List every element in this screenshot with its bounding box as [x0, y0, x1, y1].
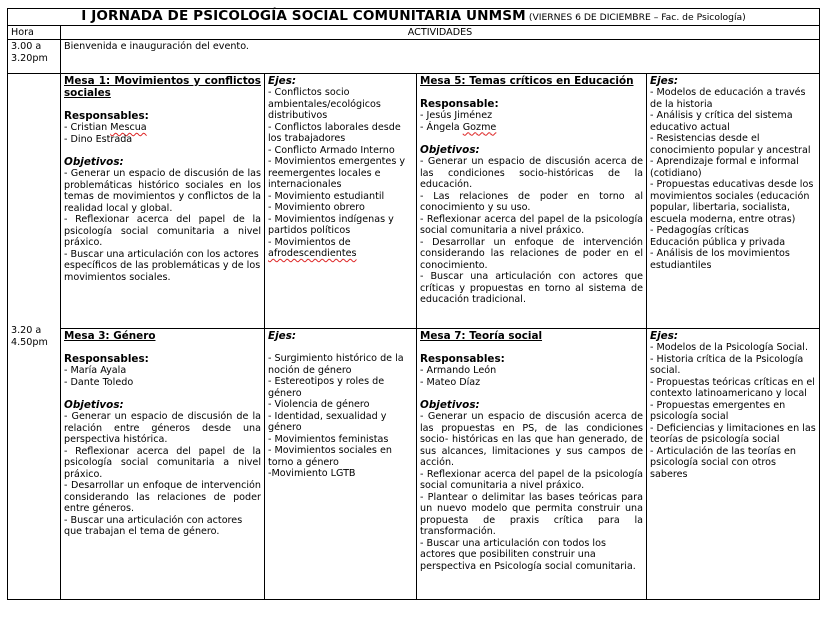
- actividades-header: ACTIVIDADES: [61, 25, 820, 40]
- time-end: 3.20pm: [11, 52, 48, 64]
- schedule-table: [7, 8, 820, 600]
- ejes3-item: - Violencia de género: [268, 399, 370, 410]
- ejes5-label: Ejes:: [650, 75, 679, 87]
- ejes5-item: - Propuestas educativas desde los movimientos sociales (educación popular, libertaria, socialista, escuela moderna, entre otras): [650, 179, 814, 225]
- ejes5-item: - Modelos de educación a través de la historia: [650, 87, 806, 110]
- row-welcome: [8, 40, 820, 74]
- mesa5-objetivo: - Desarrollar un enfoque de intervención considerando las relaciones de poder en el conocimiento.: [420, 236, 643, 271]
- time-cell-1: [8, 40, 61, 74]
- ejes7-cell: [647, 329, 820, 600]
- ejes7-item: - Propuestas teóricas críticas en el contexto latinoamericano y local: [650, 376, 815, 399]
- mesa3-responsable: - María Ayala: [64, 365, 127, 376]
- title-cell: [8, 9, 820, 26]
- row-mesas-a: [8, 74, 820, 329]
- mesa1-responsable: - Cristian Mescua: [64, 122, 147, 133]
- ejes1-item: - Conflictos laborales desde los trabajadores: [268, 121, 401, 144]
- ejes1-item: - Movimientos de afrodescendientes: [268, 236, 357, 259]
- ejes1-item: - Conflictos socio ambientales/ecológicos distributivos: [268, 87, 381, 121]
- hora-header: Hora: [8, 25, 61, 40]
- mesa1-title: Mesa 1: Movimientos y conflictos sociales: [64, 75, 261, 99]
- ejes5-item: - Análisis de los movimientos estudiantiles: [650, 248, 790, 271]
- mesa5-obj-label: Objetivos:: [420, 144, 480, 156]
- mesa1-responsable: - Dino Estrada: [64, 133, 133, 145]
- mesa1-objetivo: - Reflexionar acerca del papel de la psicología social comunitaria a nivel práxico.: [64, 214, 261, 248]
- mesa7-objetivo: - Reflexionar acerca del papel de la psicología social comunitaria a nivel práxico.: [420, 468, 643, 491]
- mesa7-resp-label: Responsables:: [420, 353, 505, 365]
- ejes1-item: - Conflicto Armado Interno: [268, 144, 395, 156]
- ejes7-item: - Articulación de las teorías en psicología social con otros saberes: [650, 445, 796, 480]
- schedule-document: [7, 8, 819, 600]
- mesa3-resp-label: Responsables:: [64, 353, 149, 365]
- ejes1-item: - Movimientos indígenas y partidos políticos: [268, 213, 394, 236]
- mesa5-responsable: - Ángela Gozme: [420, 121, 497, 133]
- mesa5-objetivo: - Reflexionar acerca del papel de la psicología social comunitaria a nivel práxico.: [420, 213, 643, 236]
- ejes3-item: - Surgimiento histórico de la noción de género: [268, 353, 404, 376]
- mesa1-obj-label: Objetivos:: [64, 156, 124, 168]
- mesa7-title: Mesa 7: Teoría social: [420, 330, 543, 342]
- mesa3-responsable: - Dante Toledo: [64, 376, 134, 388]
- mesa3-objetivo: - Reflexionar acerca del papel de la psicología social comunitaria a nivel práxico.: [64, 445, 261, 480]
- ejes3-item: - Movimientos sociales en torno a género: [268, 445, 392, 468]
- ejes1-item: - Movimiento estudiantil: [268, 190, 385, 202]
- ejes3-item: - Identidad, sexualidad y género: [268, 410, 387, 433]
- mesa7-obj-label: Objetivos:: [420, 399, 480, 411]
- mesa3-objetivo: - Generar un espacio de discusión de la relación entre géneros desde una perspectiva histórica.: [64, 411, 261, 445]
- event-subtitle: (VIERNES 6 DE DICIEMBRE – Fac. de Psicología): [528, 12, 746, 23]
- ejes7-item: - Modelos de la Psicología Social.: [650, 342, 809, 353]
- ejes5-item: - Resistencias desde el conocimiento popular y ancestral: [650, 133, 811, 156]
- mesa3-cell: [61, 329, 265, 600]
- mesa1-objetivo: - Buscar una articulación con los actores específicos de las problemáticas y de los movimientos sociales.: [64, 248, 261, 283]
- mesa7-responsable: - Armando León: [420, 365, 497, 376]
- mesa7-cell: [417, 329, 647, 600]
- ejes5-item: - Aprendizaje formal e informal (cotidiano): [650, 156, 799, 179]
- mesa3-objetivo: - Buscar una articulación con actores que trabajan el tema de género.: [64, 514, 243, 537]
- ejes5-item: - Pedagogías críticas: [650, 225, 749, 236]
- mesa3-obj-label: Objetivos:: [64, 399, 124, 411]
- title-row: [8, 9, 820, 26]
- mesa7-objetivo: - Generar un espacio de discusión acerca de las propuestas en PS, de las condiciones socio- históricas en las que han generado, de sus alcances, limitaciones y sus campos de acción.: [420, 411, 643, 468]
- ejes3-item: -Movimiento LGTB: [268, 468, 356, 479]
- mesa1-objetivo: - Generar un espacio de discusión de las problemáticas histórico sociales en los temas de movimientos y conflictos de la realidad local y global.: [64, 168, 261, 214]
- mesa3-title: Mesa 3: Género: [64, 330, 156, 342]
- ejes3-item: - Estereotipos y roles de género: [268, 376, 385, 399]
- mesa7-objetivo: - Plantear o delimitar las bases teóricas para un nuevo modelo que permita construir una propuesta de praxis crítica para la transformación.: [420, 491, 643, 537]
- ejes7-item: - Propuestas emergentes en psicología social: [650, 399, 786, 422]
- mesa5-responsable: - Jesús Jiménez: [420, 110, 493, 121]
- header-row: [8, 25, 820, 40]
- welcome-activity: Bienvenida e inauguración del evento.: [61, 40, 820, 74]
- mesa3-objetivo: - Desarrollar un enfoque de intervención considerando las relaciones de poder entre géneros.: [64, 480, 261, 514]
- mesa5-objetivo: - Generar un espacio de discusión acerca de las condiciones socio-históricas de la educación.: [420, 156, 643, 190]
- ejes5-cell: [647, 74, 820, 329]
- mesa1-cell: [61, 74, 265, 329]
- mesa5-objetivo: - Las relaciones de poder en torno al conocimiento y su uso.: [420, 190, 643, 213]
- ejes3-label: Ejes:: [268, 330, 297, 342]
- ejes5-item: Educación pública y privada: [650, 236, 786, 248]
- time-start: 3.20 a: [11, 325, 42, 336]
- mesa5-cell: [417, 74, 647, 329]
- row-mesas-b: [8, 329, 820, 600]
- ejes1-cell: [265, 74, 417, 329]
- ejes7-label: Ejes:: [650, 330, 679, 342]
- ejes3-cell: [265, 329, 417, 600]
- ejes1-item: - Movimiento obrero: [268, 202, 365, 213]
- mesa5-resp-label: Responsable:: [420, 98, 499, 110]
- mesa5-title: Mesa 5: Temas críticos en Educación: [420, 75, 634, 87]
- ejes7-item: - Deficiencias y limitaciones en las teorías de psicología social: [650, 422, 816, 445]
- mesa7-objetivo: - Buscar una articulación con todos los actores que posibiliten construir una perspectiva en Psicología social comunitaria.: [420, 537, 636, 572]
- ejes3-item: - Movimientos feministas: [268, 433, 389, 445]
- time-end: 4.50pm: [11, 336, 48, 348]
- time-cell-2: [8, 74, 61, 600]
- time-start: 3.00 a: [11, 41, 42, 52]
- ejes5-item: - Análisis y crítica del sistema educativo actual: [650, 110, 793, 133]
- ejes1-item: - Movimientos emergentes y reemergentes locales e internacionales: [268, 156, 406, 190]
- mesa5-objetivo: - Buscar una articulación con actores que críticas y propuestas en torno al sistema de educación tradicional.: [420, 271, 643, 305]
- ejes1-label: Ejes:: [268, 75, 297, 87]
- mesa7-responsable: - Mateo Díaz: [420, 376, 481, 388]
- event-title: I JORNADA DE PSICOLOGÍA SOCIAL COMUNITARIA UNMSM: [81, 8, 526, 24]
- mesa1-resp-label: Responsables:: [64, 110, 149, 122]
- ejes7-item: - Historia crítica de la Psicología social.: [650, 353, 804, 376]
